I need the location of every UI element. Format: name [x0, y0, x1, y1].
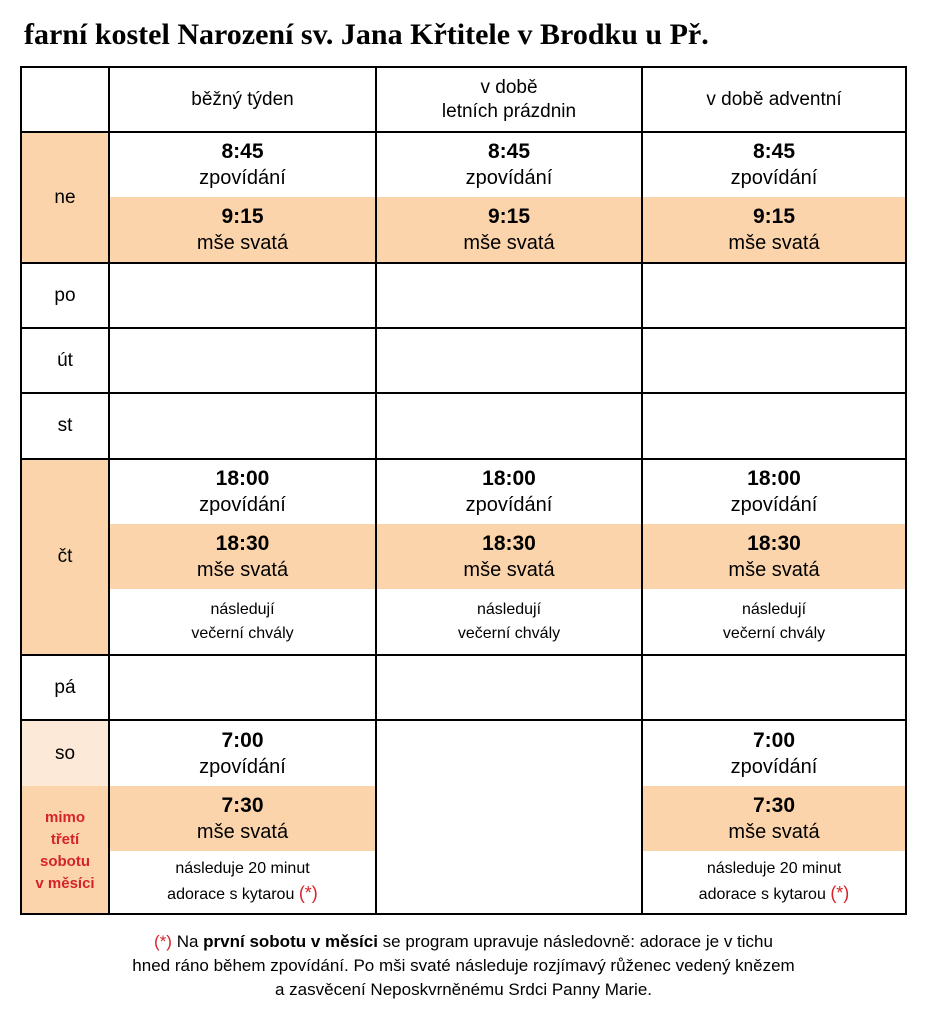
- footnote-emphasis: první sobotu v měsíci: [203, 932, 378, 951]
- footnote-line2: hned ráno během zpovídání. Po mši svaté následuje rozjímavý růženec vedený knězem: [132, 956, 795, 975]
- divider-h2: [22, 262, 905, 264]
- footnote: [20, 930, 907, 1002]
- ct-mass-col2: 18:30 mše svatá: [463, 531, 555, 581]
- divider-h3: [22, 327, 905, 329]
- asterisk-marker: (*): [298, 883, 318, 903]
- ct-confession-col1: 18:00 zpovídání: [199, 467, 286, 516]
- ct-vespers-col1: následují večerní chvály: [191, 600, 294, 642]
- so-adoration-line2: adorace s kytarou (*): [167, 883, 318, 903]
- ct-mass-col1: 18:30 mše svatá: [196, 531, 289, 581]
- ne-mass-col1: 9:15 mše svatá: [196, 204, 289, 254]
- footnote-line3: a zasvěcení Neposkvrněnému Srdci Panny Marie.: [274, 980, 652, 999]
- day-label-po: po: [54, 284, 76, 306]
- so-confession-col3: 7:00 zpovídání: [730, 728, 818, 778]
- so-confession-col1: 7:00 zpovídání: [199, 728, 286, 778]
- header-summer-holidays: v době letních prázdnin: [441, 76, 577, 122]
- footnote-line1: (*) Na první sobotu v měsíci se program upravuje následovně: adorace je v tichu: [154, 932, 773, 951]
- footnote-asterisk: (*): [154, 932, 172, 951]
- divider-h4: [22, 392, 905, 394]
- ct-vespers-col3: následují večerní chvály: [722, 600, 826, 642]
- so-exception-note: mimo třetí sobotu v měsíci: [35, 808, 95, 892]
- header-regular-week: běžný týden: [191, 88, 294, 110]
- day-label-pa: pá: [54, 676, 76, 698]
- so-mass-col1: 7:30 mše svatá: [196, 793, 289, 843]
- ct-confession-col3: 18:00 zpovídání: [730, 467, 818, 516]
- ct-confession-col2: 18:00 zpovídání: [465, 467, 553, 516]
- day-label-ct: čt: [57, 546, 73, 567]
- ct-mass-col3: 18:30 mše svatá: [728, 531, 820, 581]
- so-mass-col3: 7:30 mše svatá: [728, 793, 820, 843]
- page-title: farní kostel Narození sv. Jana Křtitele v Brodku u Př.: [24, 18, 709, 51]
- ne-confession-col1: 8:45 zpovídání: [199, 140, 286, 189]
- header-advent: v době adventní: [706, 88, 842, 110]
- ne-confession-col3: 8:45 zpovídání: [730, 140, 818, 189]
- asterisk-marker: (*): [830, 883, 850, 903]
- divider-h6: [22, 654, 905, 656]
- day-label-st: st: [57, 415, 73, 436]
- ne-mass-col3: 9:15 mše svatá: [728, 204, 820, 254]
- day-label-so: so: [54, 742, 76, 764]
- day-label-ne: ne: [54, 186, 76, 208]
- ne-confession-col2: 8:45 zpovídání: [465, 140, 553, 189]
- schedule-table: [20, 66, 907, 915]
- so-adoration-line2: adorace s kytarou (*): [698, 883, 850, 903]
- ct-vespers-col2: následují večerní chvály: [457, 600, 561, 642]
- so-adoration-col1: následuje 20 minut adorace s kytarou (*): [110, 851, 375, 913]
- ne-mass-col2: 9:15 mše svatá: [463, 204, 555, 254]
- day-label-ut: út: [57, 349, 73, 371]
- so-adoration-col3: následuje 20 minut adorace s kytarou (*): [643, 851, 905, 913]
